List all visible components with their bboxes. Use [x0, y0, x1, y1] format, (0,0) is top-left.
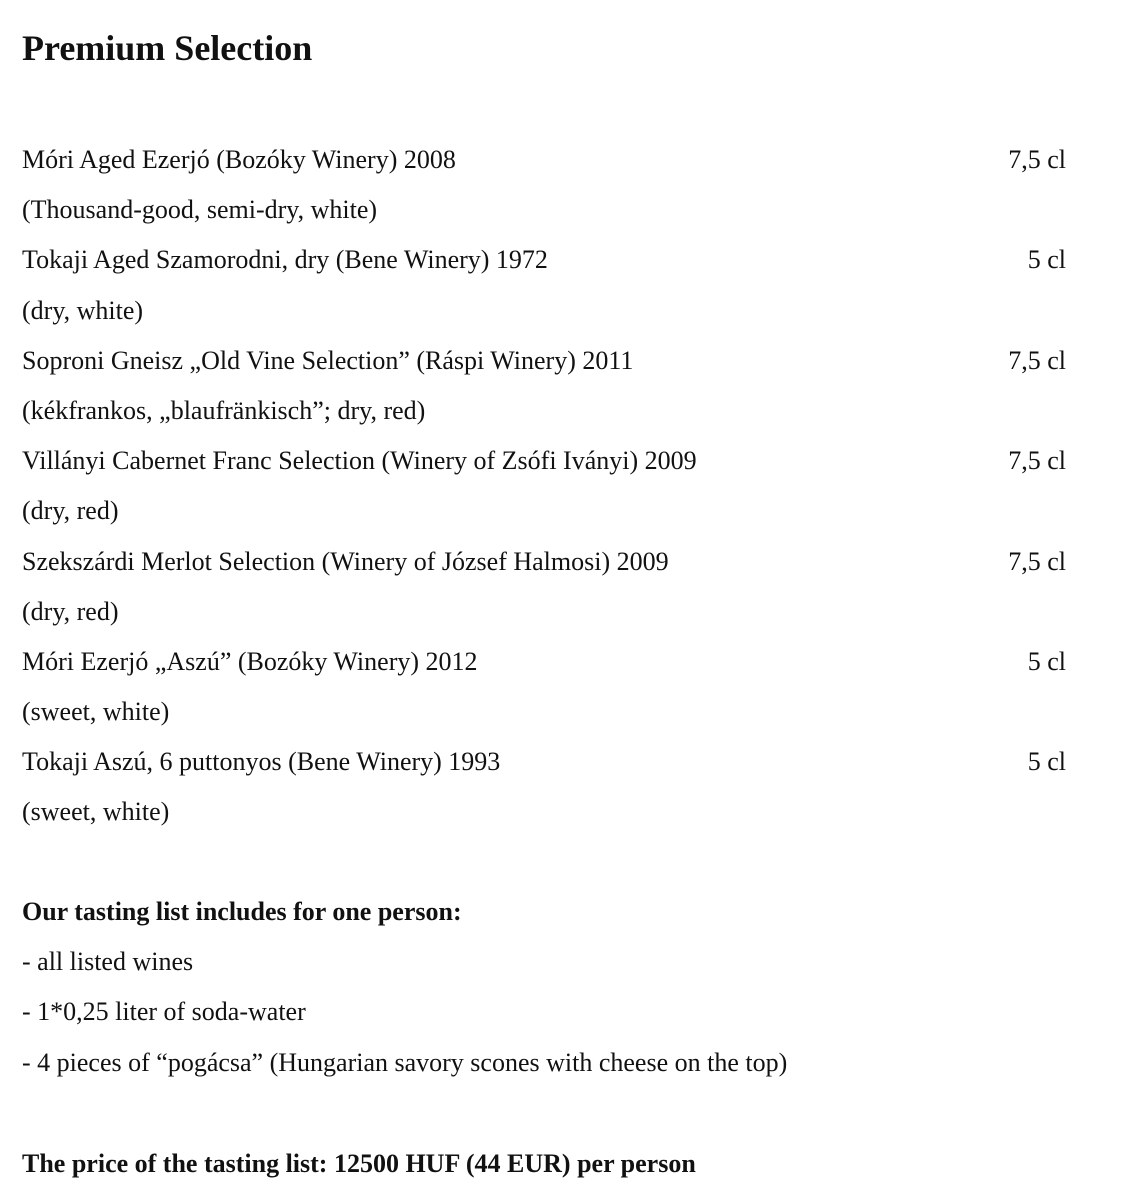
- wine-description: [22, 787, 1082, 837]
- wine-description-text: (kékfrankos, „blaufränkisch”; dry, red): [22, 395, 426, 425]
- wine-item: [22, 135, 1082, 185]
- wine-description-text: (sweet, white): [22, 797, 170, 827]
- wine-list: [22, 135, 1082, 838]
- wine-amount: 7,5 cl: [1008, 546, 1066, 576]
- wine-item: [22, 235, 1082, 285]
- wine-description: [22, 486, 1082, 536]
- wine-name: Móri Ezerjó „Aszú” (Bozóky Winery) 2012: [22, 646, 478, 676]
- includes-section: [22, 887, 1082, 1088]
- includes-item: - 4 pieces of “pogácsa” (Hungarian savory scones with cheese on the top): [22, 1047, 788, 1077]
- wine-name: Tokaji Aged Szamorodni, dry (Bene Winery) 1972: [22, 245, 548, 275]
- wine-item: [22, 537, 1082, 587]
- wine-description: [22, 587, 1082, 637]
- includes-list: [22, 937, 1082, 1088]
- wine-amount: 5 cl: [1027, 747, 1066, 777]
- wine-name: Villányi Cabernet Franc Selection (Winery of Zsófi Iványi) 2009: [22, 446, 697, 476]
- includes-item: - all listed wines: [22, 947, 194, 977]
- includes-item: - 1*0,25 liter of soda-water: [22, 997, 306, 1027]
- page-title: Premium Selection: [22, 28, 313, 68]
- wine-description-text: (Thousand-good, semi-dry, white): [22, 195, 378, 225]
- wine-description-text: (dry, white): [22, 295, 144, 325]
- wine-amount: 7,5 cl: [1008, 345, 1066, 375]
- wine-item: [22, 637, 1082, 687]
- wine-item: [22, 436, 1082, 486]
- wine-item: [22, 336, 1082, 386]
- wine-description: [22, 386, 1082, 436]
- wine-name: Szekszárdi Merlot Selection (Winery of József Halmosi) 2009: [22, 546, 669, 576]
- wine-name: Soproni Gneisz „Old Vine Selection” (Ráspi Winery) 2011: [22, 345, 634, 375]
- wine-description: [22, 286, 1082, 336]
- wine-amount: 7,5 cl: [1008, 446, 1066, 476]
- wine-description-text: (dry, red): [22, 596, 119, 626]
- wine-description: [22, 687, 1082, 737]
- wine-amount: 7,5 cl: [1008, 145, 1066, 174]
- wine-amount: 5 cl: [1027, 245, 1066, 275]
- wine-description: [22, 185, 1082, 235]
- wine-item: [22, 737, 1082, 787]
- wine-amount: 5 cl: [1027, 646, 1066, 676]
- includes-heading: Our tasting list includes for one person:: [22, 897, 462, 926]
- wine-name: Móri Aged Ezerjó (Bozóky Winery) 2008: [22, 145, 456, 174]
- wine-description-text: (sweet, white): [22, 697, 170, 727]
- wine-description-text: (dry, red): [22, 496, 119, 526]
- wine-name: Tokaji Aszú, 6 puttonyos (Bene Winery) 1993: [22, 747, 501, 777]
- price-line: The price of the tasting list: 12500 HUF (44 EUR) per person: [22, 1149, 696, 1178]
